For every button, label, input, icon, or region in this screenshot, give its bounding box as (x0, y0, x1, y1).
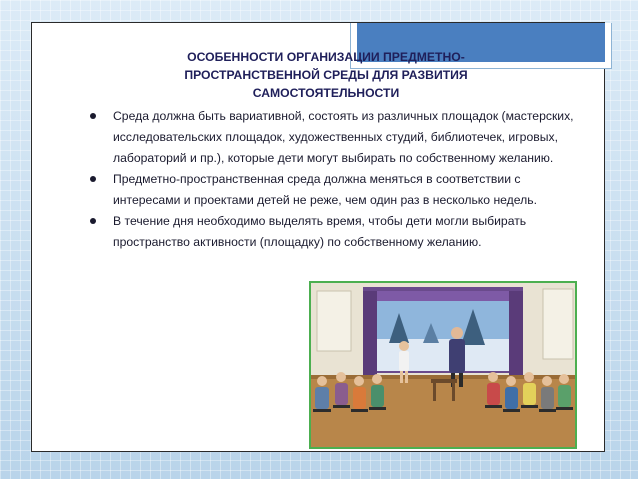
bullet-item (86, 211, 576, 253)
bullet-text: В течение дня необходимо выделять время, чтобы дети могли выбирать пространство активности (площадку) по собственному желанию. (113, 214, 527, 249)
classroom-photo (309, 281, 577, 449)
bullet-dot-icon (90, 113, 96, 119)
bullet-list (86, 106, 576, 253)
bullet-text: Предметно-пространственная среда должна меняться в соответствии с интересами и проектами детей не реже, чем один раз в несколько недель. (113, 172, 538, 207)
slide-title: ОСОБЕННОСТИ ОРГАНИЗАЦИИ ПРЕДМЕТНО- ПРОСТРАНСТВЕННОЙ СРЕДЫ ДЛЯ РАЗВИТИЯ САМОСТОЯТЕЛЬНОСТИ (184, 50, 468, 100)
bullet-item (86, 169, 576, 211)
bullet-item (86, 106, 576, 169)
bullet-dot-icon (90, 218, 96, 224)
bullet-dot-icon (90, 176, 96, 182)
classroom-photo-image (311, 283, 575, 447)
bullet-text: Среда должна быть вариативной, состоять из различных площадок (мастерских, исследовательских площадок, художественных студий, библиотечек, игровых, лабораторий и пр.), которые дети могут выбирать по собственному желанию. (113, 109, 574, 165)
